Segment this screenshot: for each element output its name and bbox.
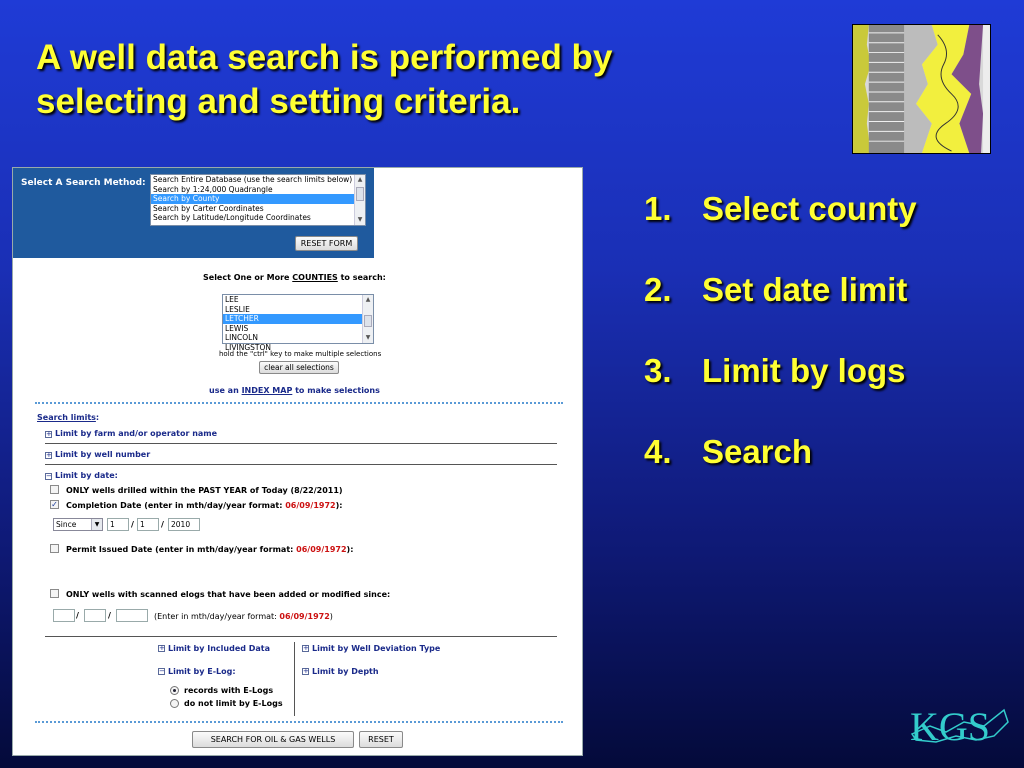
index-map-link[interactable]: INDEX MAP (241, 386, 293, 395)
expand-plus-icon[interactable]: + (46, 430, 52, 438)
limit-included-data-link[interactable]: Limit by Included Data (168, 644, 271, 653)
step-item (644, 271, 907, 309)
search-method-label: Select A Search Method: (21, 178, 146, 188)
permit-close: ): (346, 545, 354, 554)
month-field[interactable]: 1 (107, 518, 129, 531)
counties-link[interactable]: COUNTIES (292, 273, 338, 282)
scroll-down-icon[interactable]: ▼ (357, 216, 363, 223)
scroll-up-icon[interactable]: ▲ (365, 296, 371, 303)
expand-plus-icon[interactable]: + (46, 451, 52, 459)
limit-well-number-link[interactable]: Limit by well number (55, 450, 151, 459)
divider (45, 464, 557, 465)
step-number: 3. (644, 352, 672, 389)
divider (35, 402, 563, 404)
county-option[interactable]: LESLIE (225, 304, 250, 314)
collapse-minus-icon[interactable]: − (46, 472, 52, 480)
divider (45, 443, 557, 444)
search-method-option-selected[interactable]: Search by County (151, 194, 365, 204)
search-method-option[interactable]: Search Entire Database (use the search limits below) (153, 175, 353, 184)
county-option[interactable]: LEE (225, 295, 239, 304)
search-method-option[interactable]: Search by Latitude/Longitude Coordinates (153, 213, 311, 222)
radio-no-elog-limit-label: do not limit by E-Logs (184, 699, 283, 708)
chevron-down-icon[interactable]: ▼ (91, 519, 102, 530)
county-option[interactable]: LINCOLN (225, 333, 258, 342)
kgs-logo-text: KGS (910, 704, 991, 749)
county-option[interactable]: LIVINGSTON (225, 342, 272, 352)
county-option-selected[interactable]: LETCHER (223, 314, 373, 324)
date-slash: / (108, 611, 111, 620)
slide-title (36, 36, 756, 124)
slide-title-line-2: selecting and setting criteria. (36, 82, 521, 121)
county-option[interactable]: LEWIS (225, 323, 249, 333)
permit-date-text: Permit Issued Date (enter in mth/day/year format: (66, 545, 294, 554)
date-slash: / (161, 520, 164, 529)
year-field[interactable]: 2010 (168, 518, 200, 531)
index-map-suffix: to make selections (295, 386, 380, 395)
expand-plus-icon[interactable]: + (303, 644, 309, 652)
step-number: 1. (644, 190, 672, 227)
column-divider (294, 642, 295, 716)
county-prompt-suffix: to search: (340, 273, 386, 282)
step-number: 4. (644, 433, 672, 470)
expand-plus-icon[interactable]: + (303, 667, 309, 675)
step-text: Limit by logs (702, 352, 906, 389)
past-year-checkbox[interactable] (50, 485, 59, 494)
limit-deviation-link[interactable]: Limit by Well Deviation Type (312, 644, 441, 653)
search-method-option[interactable]: Search by 1:24,000 Quadrangle (153, 184, 273, 194)
search-limits-heading-text: Search limits (37, 413, 96, 422)
date-format-example: 06/09/1972 (285, 501, 336, 510)
limit-depth-link[interactable]: Limit by Depth (312, 667, 379, 676)
index-map-prompt (209, 386, 380, 395)
past-year-label: ONLY wells drilled within the PAST YEAR of Today (8/22/2011) (66, 486, 343, 495)
since-select-value: Since (56, 520, 77, 529)
check-icon: ✓ (51, 500, 58, 509)
search-method-option[interactable]: Search by Carter Coordinates (153, 203, 264, 213)
day-field[interactable]: 1 (137, 518, 159, 531)
completion-date-label (66, 501, 342, 510)
step-text: Search (702, 433, 813, 470)
elog-hint-suffix: ) (329, 612, 333, 621)
divider (45, 636, 557, 637)
scroll-thumb[interactable] (364, 315, 372, 327)
county-prompt (203, 273, 386, 282)
kgs-logo (906, 696, 1010, 754)
search-limits-heading (37, 413, 99, 422)
well-log-image (852, 24, 991, 154)
completion-date-checkbox[interactable] (50, 500, 59, 509)
reset-form-button[interactable]: RESET FORM (295, 236, 358, 251)
radio-with-elogs[interactable] (170, 686, 179, 695)
date-format-example: 06/09/1972 (279, 612, 330, 621)
search-method-list[interactable] (150, 174, 366, 226)
step-item (644, 190, 917, 228)
scroll-thumb[interactable] (356, 187, 364, 201)
index-map-prefix: use an (209, 386, 239, 395)
scrollbar[interactable] (354, 175, 365, 225)
date-slash: / (131, 520, 134, 529)
reset-button[interactable]: RESET (359, 731, 403, 748)
radio-no-elog-limit[interactable] (170, 699, 179, 708)
county-prompt-prefix: Select One or More (203, 273, 290, 282)
since-select[interactable] (53, 518, 103, 531)
permit-date-label (66, 545, 353, 554)
multi-select-hint: hold the "ctrl" key to make multiple selections (219, 350, 382, 358)
step-text: Select county (702, 190, 917, 227)
radio-with-elogs-label: records with E-Logs (184, 686, 274, 695)
permit-date-checkbox[interactable] (50, 544, 59, 553)
elog-year-field[interactable] (116, 609, 148, 622)
completion-close: ): (335, 501, 343, 510)
elog-day-field[interactable] (84, 609, 106, 622)
elogs-label: ONLY wells with scanned elogs that have been added or modified since: (66, 590, 391, 599)
collapse-minus-icon[interactable]: − (159, 667, 165, 675)
limit-elog-link[interactable]: Limit by E-Log: (168, 667, 236, 676)
search-form-screenshot (12, 167, 583, 756)
step-number: 2. (644, 271, 672, 308)
step-text: Set date limit (702, 271, 908, 308)
slide-title-line-1: A well data search is performed by (36, 38, 613, 77)
elog-date-hint (154, 612, 333, 621)
elogs-checkbox[interactable] (50, 589, 59, 598)
search-method-panel (13, 168, 374, 258)
county-list[interactable] (222, 294, 374, 352)
completion-date-text: Completion Date (enter in mth/day/year format: (66, 501, 283, 510)
scroll-down-icon[interactable]: ▼ (365, 334, 371, 341)
scroll-up-icon[interactable]: ▲ (357, 176, 363, 183)
elog-hint-prefix: (Enter in mth/day/year format: (154, 612, 277, 621)
date-format-example: 06/09/1972 (296, 545, 347, 554)
limit-date-link[interactable]: Limit by date: (55, 471, 118, 480)
step-item (644, 352, 906, 390)
clear-selections-button[interactable]: clear all selections (259, 361, 339, 374)
search-limits-colon: : (95, 413, 100, 422)
date-slash: / (76, 611, 79, 620)
step-item (644, 433, 812, 471)
elog-month-field[interactable] (53, 609, 75, 622)
divider (35, 721, 563, 723)
search-wells-button[interactable]: SEARCH FOR OIL & GAS WELLS (192, 731, 354, 748)
scrollbar[interactable] (362, 295, 373, 343)
expand-plus-icon[interactable]: + (159, 644, 165, 652)
limit-farm-link[interactable]: Limit by farm and/or operator name (55, 429, 218, 438)
